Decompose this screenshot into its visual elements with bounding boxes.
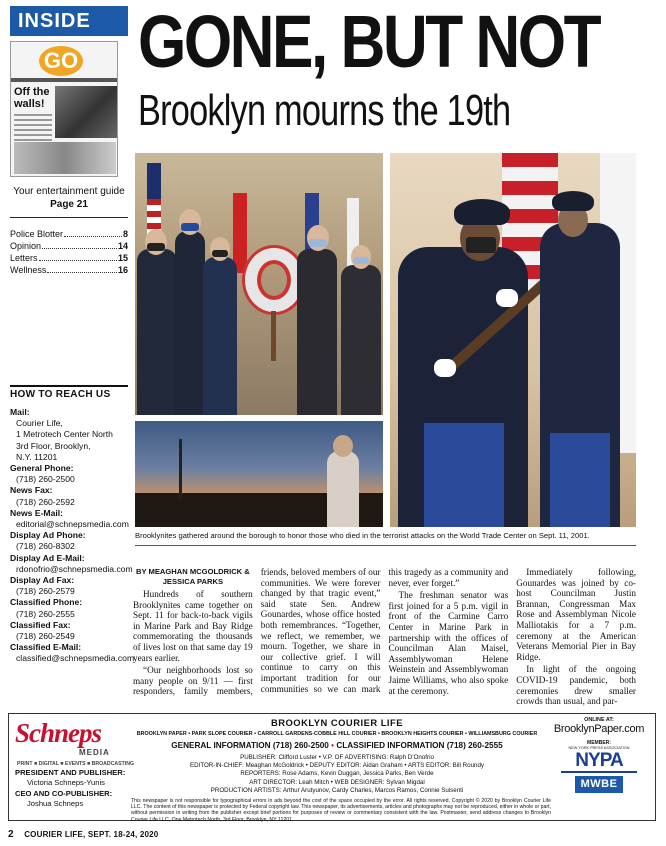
contact-value[interactable]: classified@schnepsmedia.com [16, 653, 135, 664]
go-cover-photo-secondary [14, 142, 116, 174]
index-leader-dots [39, 260, 117, 261]
guard-soldier-1-trousers [424, 423, 504, 527]
main-headline: GONE, BUT NOT [138, 0, 600, 83]
contact-value[interactable]: rdonofrio@schnepsmedia.com [16, 563, 133, 574]
person-4 [297, 249, 337, 415]
schneps-logo-media: MEDIA [79, 748, 110, 757]
photo-wreath-ceremony [135, 153, 383, 415]
photo-sunset-vigil [135, 421, 383, 527]
flag-red [233, 193, 247, 273]
article-paragraph: Hundreds of southern Brooklynites came together on Sept. 11 for back-to-back vigils in Marine Park and Bay Ridge commemorating the thousands of lives lost on that same day 19 years earlier. [133, 589, 253, 663]
sidebar-divider [10, 217, 128, 218]
guard-soldier-2-trousers [550, 433, 610, 527]
index-item-label: Opinion [10, 241, 42, 251]
guide-page: Page 21 [50, 199, 88, 210]
contact-label: Display Ad Phone: [10, 530, 86, 541]
wreath [245, 248, 303, 312]
contact-value: (718) 260-2555 [16, 608, 75, 619]
classified-info-label: CLASSIFIED INFORMATION [336, 741, 445, 750]
inside-banner: INSIDE [10, 6, 128, 36]
contact-list [10, 407, 135, 665]
ceo-label: CEO AND CO-PUBLISHER: [15, 789, 113, 799]
contact-label: Classified Fax: [10, 619, 71, 630]
photo-honor-guard [390, 153, 636, 527]
contact-label: Display Ad E-Mail: [10, 552, 85, 563]
schneps-media-logo [15, 718, 134, 767]
article-paragraph: Immediately following, Gounardes was joined by co-host Councilman Justin Brannan, Congressman Max Rose and Assemblyman Nicole Malliotakis for a 7 p.m. ceremony at the American Veterans Memorial Pier in Bay Ridge. [516, 567, 636, 662]
person-2-mask [181, 223, 199, 231]
person-1-mask [147, 243, 165, 251]
person-4-mask [309, 239, 327, 247]
sub-headline: Brooklyn mourns the 19th [138, 86, 511, 135]
contact-label: Classified E-Mail: [10, 642, 82, 653]
index-item[interactable] [10, 228, 128, 240]
person-2-head [179, 209, 201, 235]
index-leader-dots [47, 272, 117, 273]
nypa-logo-strip [561, 771, 637, 773]
contact-label: General Phone: [10, 463, 74, 474]
entertainment-guide [10, 185, 128, 211]
staff-line: ART DIRECTOR: Leah Mitch • WEB DESIGNER: Sylvan Migdal [249, 778, 425, 786]
contact-value: (718) 260-2549 [16, 631, 75, 642]
index-item-page: 16 [117, 265, 128, 275]
go-cover-strip [11, 78, 117, 82]
schneps-logo-tags: PRINT ■ DIGITAL ■ EVENTS ■ BROADCASTING [17, 761, 134, 767]
go-cover-photo [55, 86, 117, 138]
staff-line: PRODUCTION ARTISTS: Arthur Arutyunov, Cardy Charles, Marcos Ramos, Connie Suisenti [210, 786, 464, 794]
contact-label: Classified Phone: [10, 597, 83, 608]
go-logo: GO [39, 46, 83, 76]
staff-line: EDITOR-IN-CHIEF: Meaghan McGoldrick • DEPUTY EDITOR: Aidan Graham • ARTS EDITOR: Bill Roundy [190, 762, 484, 770]
contact-value: 3rd Floor, Brooklyn, [16, 440, 91, 451]
index-item-label: Police Blotter [10, 229, 64, 239]
guard-gloves [434, 359, 456, 377]
schneps-logo-word: Schneps [15, 718, 102, 748]
publisher-block [15, 768, 127, 808]
publisher-name: Victoria Schneps-Yunis [27, 777, 105, 787]
index-leader-dots [42, 248, 117, 249]
person-1-head [145, 229, 167, 255]
index-item-label: Wellness [10, 265, 47, 275]
contact-value: 1 Metrotech Center North [16, 429, 113, 440]
masthead-center [131, 717, 543, 795]
index-item-label: Letters [10, 253, 38, 263]
publisher-label: PRESIDENT AND PUBLISHER: [15, 768, 126, 777]
person-3-head [210, 237, 230, 261]
member-label: MEMBER: [587, 740, 611, 746]
guard-gloves-2 [496, 289, 518, 307]
index-item-page: 14 [117, 241, 128, 251]
person-3-mask [212, 250, 228, 257]
article-paragraph: “Our neighborhoods lost so many people on 9/11 — first responders, family members, friends, beloved members of our communities. We were forever changed by that tragic event,” said state Sen. Andrew Gounardes, whose office hosted both remembrances. “Together, we reflect, we remember, we mourn. Together, we share in our collective grief. I will continue to carry on this important tradition for our communities so we can mark this tragedy as a community and never, ever forget.” [133, 567, 509, 697]
go-cover-text [14, 114, 52, 144]
person-5-mask [353, 257, 369, 264]
staff-line: REPORTERS: Rose Adams, Kevin Duggan, Jessica Parks, Ben Verde [240, 770, 434, 778]
masthead-title: BROOKLYN COURIER LIFE [270, 717, 404, 728]
index-item[interactable] [10, 240, 128, 252]
vigil-lamp [179, 439, 182, 499]
person-2 [175, 231, 205, 415]
reach-title: HOW TO REACH US [10, 385, 128, 400]
contact-value: (718) 260-2579 [16, 586, 75, 597]
go-cover-headline: Off the walls! [14, 86, 50, 110]
contact-value: N.Y. 11201 [16, 451, 58, 462]
guard-soldier-1-hat [454, 199, 510, 225]
contact-value: (718) 260-2500 [16, 474, 75, 485]
info-separator: • [331, 741, 335, 750]
website-link[interactable]: BrooklynPaper.com [553, 723, 645, 735]
classified-info-phone: (718) 260-2555 [446, 741, 503, 750]
general-info-label: GENERAL INFORMATION [171, 741, 271, 750]
nypa-logo: NYPA [575, 750, 623, 771]
ceo-name: Joshua Schneps [27, 798, 84, 808]
person-4-head [307, 225, 329, 251]
flag-left-canton [147, 163, 161, 199]
vigil-speaker [327, 451, 359, 527]
caption-divider [135, 545, 636, 546]
guard-soldier-2-hat [552, 191, 594, 211]
page-footer [8, 829, 656, 840]
staff-list [131, 754, 543, 795]
person-3 [203, 257, 237, 415]
nypa-subtitle: NEW YORK PRESS ASSOCIATION [568, 746, 630, 750]
contact-label: Mail: [10, 407, 30, 417]
vigil-speaker-head [333, 435, 353, 457]
online-at-label: ONLINE AT: [584, 717, 614, 723]
footer-issue: COURIER LIFE, SEPT. 18-24, 2020 [24, 830, 159, 839]
legal-notice: This newspaper is not responsible for typographical errors in ads beyond the cost of the space occupied by the error. All rights reserved, Copyright © 2020 by Brooklyn Courier Life LLC. The content of this newspaper is protected by Federal copyright law. This newspaper, its advertisements, articles and photographs may not be reproduced, either in whole or part, without permission in writing from the publisher except brief portions for purposes of review or commentary consistent with the law. Postmaster, send address changes to Brooklyn Courier Life LLC, One Metrotech North, 3rd Floor, Brooklyn, NY 11201. [131, 798, 551, 823]
contact-value: (718) 260-2592 [16, 496, 75, 507]
guard-soldier-1-mask [466, 237, 496, 253]
index-item-page: 15 [117, 253, 128, 263]
page-number: 2 [8, 829, 14, 840]
person-5 [341, 265, 381, 415]
general-info-line [131, 741, 543, 751]
inside-sidebar [10, 6, 128, 276]
general-info-phone: (718) 260-2500 [272, 741, 329, 750]
photo-caption: Brooklynites gathered around the borough to honor those who died in the terrorist attacks on the World Trade Center on Sept. 11, 2001. [135, 531, 590, 540]
contact-label: Display Ad Fax: [10, 575, 75, 586]
person-1 [137, 249, 177, 415]
contact-value[interactable]: editorial@schnepsmedia.com [16, 519, 129, 530]
index-item[interactable] [10, 252, 128, 264]
how-to-reach-us [10, 385, 135, 665]
page-index [10, 228, 128, 276]
contact-label: News Fax: [10, 485, 53, 496]
masthead-right [547, 717, 651, 793]
index-leader-dots [64, 236, 122, 237]
guide-text: Your entertainment guide [13, 186, 125, 197]
wreath-stand [271, 311, 276, 361]
article-byline: BY MEAGHAN MCGOLDRICK & JESSICA PARKS [135, 567, 250, 586]
article-paragraph: The freshman senator was first joined for a 5 p.m. vigil in front of the Carmine Carro Center in Marine Park in partnership with the offices of Councilman Alan Maisel, Assemblywoman Helene Weinstein and Assemblywoman Jaime Williams, who also spoke at the ceremony. [388, 590, 509, 696]
index-item[interactable] [10, 264, 128, 276]
masthead-box [8, 713, 656, 821]
contact-value: Courier Life, [16, 418, 63, 429]
article-body [133, 567, 636, 709]
index-item-page: 8 [122, 229, 128, 239]
contact-value: (718) 260-8302 [16, 541, 75, 552]
contact-label: News E-Mail: [10, 507, 64, 518]
masthead-papers: BROOKLYN PAPER • PARK SLOPE COURIER • CARROLL GARDENS-COBBLE HILL COURIER • BROOKLYN HEIGHTS COURIER • WILLIAMSBURG COURIER [136, 731, 538, 737]
staff-line: PUBLISHER: Clifford Luster • V.P. OF ADVERTISING: Ralph D’Onofrio [240, 754, 434, 761]
article-paragraph: In light of the ongoing COVID-19 pandemic, both ceremonies drew smaller crowds than usual, and par- [516, 664, 636, 707]
mwbe-logo: MWBE [575, 776, 623, 793]
go-cover-thumbnail[interactable] [10, 41, 118, 177]
